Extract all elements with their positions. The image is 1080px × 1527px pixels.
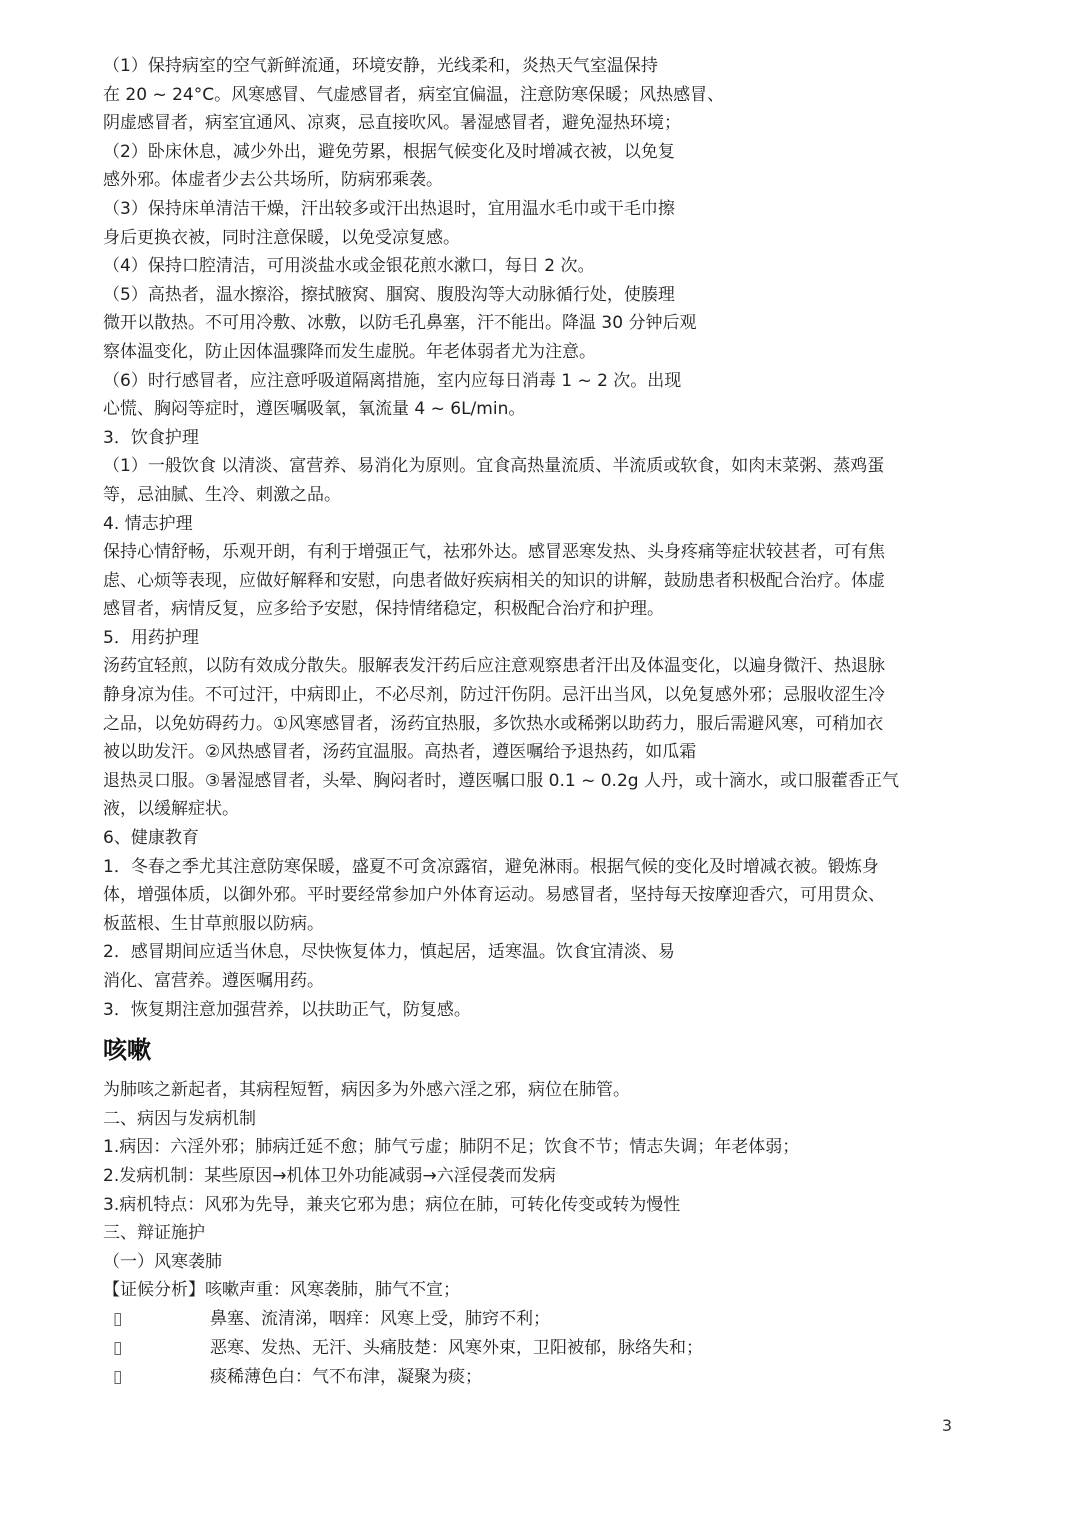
text-line: 察体温变化，防止因体温骤降而发生虚脱。年老体弱者尤为注意。 [103, 341, 596, 362]
text-line: （4）保持口腔清洁，可用淡盐水或金银花煎水漱口，每日 2 次。 [103, 256, 595, 277]
bullet-box-icon: ▯ [113, 1337, 123, 1358]
cough-section [103, 1076, 983, 1305]
text-line: 保持心情舒畅，乐观开朗，有利于增强正气，祛邪外达。感冒恶寒发热、头身疼痛等症状较甚者，可有焦 [103, 542, 885, 563]
document-page [103, 52, 983, 1392]
text-line: 5．用药护理 [103, 627, 199, 648]
text-line: 液，以缓解症状。 [103, 799, 239, 820]
text-line: 3.病机特点：风邪为先导，兼夹它邪为患；病位在肺，可转化传变或转为慢性 [103, 1194, 681, 1215]
page-number: 3 [941, 1416, 952, 1435]
list-item [103, 1363, 983, 1392]
text-line: （1）保持病室的空气新鲜流通，环境安静，光线柔和，炎热天气室温保持 [103, 56, 658, 76]
text-line: 退热灵口服。③暑湿感冒者，头晕、胸闷者时，遵医嘱口服 0.1 ~ 0.2g 人丹，或十滴水，或口服藿香正气 [103, 770, 899, 791]
text-line: 6、健康教育 [103, 828, 199, 849]
text-line: 之品，以免妨碍药力。①风寒感冒者，汤药宜热服，多饮热水或稀粥以助药力，服后需避风寒，可稍加衣 [103, 713, 884, 734]
bullet-box-icon: ▯ [113, 1366, 123, 1387]
nursing-section [103, 52, 983, 1024]
text-line: （一）风寒袭肺 [103, 1251, 222, 1272]
text-line: 虑、心烦等表现，应做好解释和安慰，向患者做好疾病相关的知识的讲解，鼓励患者积极配合治疗。体虚 [103, 570, 885, 591]
text-line: 二、病因与发病机制 [103, 1108, 256, 1129]
text-line: 汤药宜轻煎，以防有效成分散失。服解表发汗药后应注意观察患者汗出及体温变化，以遍身微汗、热退脉 [103, 656, 885, 677]
text-line: 体，增强体质，以御外邪。平时要经常参加户外体育运动。易感冒者，坚持每天按摩迎香穴，可用贯众、 [103, 885, 885, 906]
text-line: 感外邪。体虚者少去公共场所，防病邪乘袭。 [103, 170, 443, 191]
text-line: 1.病因：六淫外邪；肺病迁延不愈；肺气亏虚；肺阴不足；饮食不节；情志失调；年老体弱； [103, 1137, 800, 1158]
text-line: 2.发病机制：某些原因→机体卫外功能减弱→六淫侵袭而发病 [103, 1165, 556, 1186]
text-line: 静身凉为佳。不可过汗，中病即止，不必尽剂，防过汗伤阴。忌汗出当风，以免复感外邪；忌服收涩生冷 [103, 685, 885, 706]
list-item-text: 痰稀薄色白：气不布津，凝聚为痰； [210, 1366, 482, 1387]
bullet-box-icon: ▯ [113, 1308, 123, 1329]
text-line: 等，忌油腻、生冷、刺激之品。 [103, 484, 341, 505]
list-item [103, 1305, 983, 1334]
text-line: 1．冬春之季尤其注意防寒保暖，盛夏不可贪凉露宿，避免淋雨。根据气候的变化及时增减衣被。锻炼身 [103, 856, 879, 877]
text-line: 2．感冒期间应适当休息，尽快恢复体力，慎起居，适寒温。饮食宜清淡、易 [103, 942, 675, 963]
text-line: 身后更换衣被，同时注意保暖，以免受凉复感。 [103, 227, 460, 248]
text-line: 3．恢复期注意加强营养，以扶助正气，防复感。 [103, 999, 471, 1020]
text-line: （6）时行感冒者，应注意呼吸道隔离措施，室内应每日消毒 1 ~ 2 次。出现 [103, 370, 682, 391]
list-item-text: 鼻塞、流清涕，咽痒：风寒上受，肺窍不利； [210, 1308, 550, 1329]
text-line: （5）高热者，温水擦浴，擦拭腋窝、腘窝、腹股沟等大动脉循行处，使腠理 [103, 284, 675, 305]
text-line: 微开以散热。不可用冷敷、冰敷，以防毛孔鼻塞，汗不能出。降温 30 分钟后观 [103, 313, 697, 334]
list-item [103, 1334, 983, 1363]
text-line: 3．饮食护理 [103, 427, 199, 448]
text-line: 板蓝根、生甘草煎服以防病。 [103, 913, 324, 934]
text-line: （3）保持床单清洁干燥，汗出较多或汗出热退时，宜用温水毛巾或干毛巾擦 [103, 198, 675, 219]
text-line: 在 20 ~ 24°C。风寒感冒、气虚感冒者，病室宜偏温，注意防寒保暖；风热感冒、 [103, 84, 725, 105]
section-heading-cough: 咳嗽 [103, 1036, 151, 1065]
text-line: 被以助发汗。②风热感冒者，汤药宜温服。高热者，遵医嘱给予退热药，如瓜霜 [103, 742, 697, 763]
text-line: 感冒者，病情反复，应多给予安慰，保持情绪稳定，积极配合治疗和护理。 [103, 599, 664, 620]
text-line: （1）一般饮食 以清淡、富营养、易消化为原则。宜食高热量流质、半流质或软食，如肉末菜粥、蒸鸡蛋 [103, 456, 885, 477]
text-line: 阴虚感冒者，病室宜通风、凉爽，忌直接吹风。暑湿感冒者，避免湿热环境； [103, 113, 681, 134]
text-line: （2）卧床休息，减少外出，避免劳累，根据气候变化及时增减衣被，以免复 [103, 141, 675, 162]
syndrome-analysis-list [103, 1305, 983, 1392]
text-line: 【证候分析】咳嗽声重：风寒袭肺，肺气不宣； [103, 1280, 460, 1301]
text-line: 4. 情志护理 [103, 513, 193, 534]
text-line: 心慌、胸闷等症时，遵医嘱吸氧，氧流量 4 ~ 6L/min。 [103, 399, 526, 420]
list-item-text: 恶寒、发热、无汗、头痛肢楚：风寒外束，卫阳被郁，脉络失和； [210, 1337, 703, 1358]
text-line: 三、辩证施护 [103, 1223, 205, 1244]
text-line: 为肺咳之新起者，其病程短暂，病因多为外感六淫之邪，病位在肺管。 [103, 1080, 630, 1101]
text-line: 消化、富营养。遵医嘱用药。 [103, 971, 324, 991]
